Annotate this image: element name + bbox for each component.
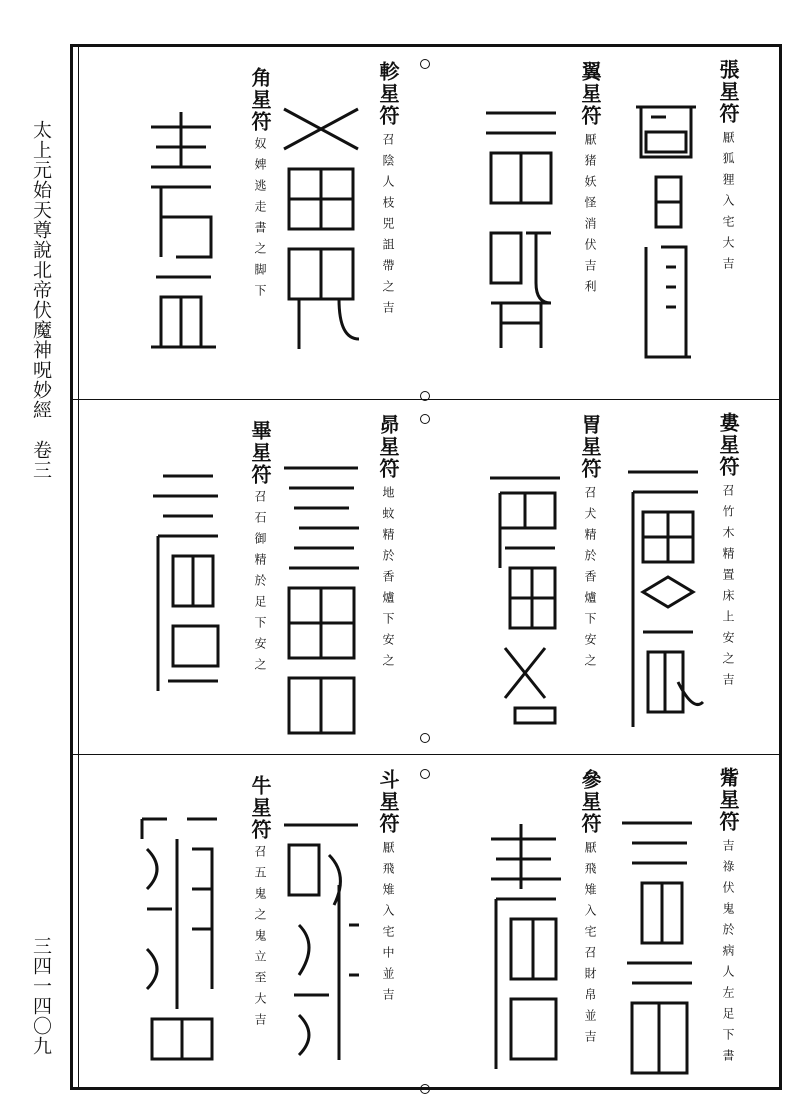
charm-description: 厭飛雉入宅中並吉 — [381, 841, 395, 1009]
page-number: 三四一四〇九 — [30, 936, 52, 1056]
charm-title: 畢星符 — [248, 420, 272, 486]
charm-title: 斗星符 — [376, 769, 400, 835]
charm-description: 召犬精於香爐下安之 — [583, 486, 597, 675]
talisman-glyph — [279, 99, 363, 363]
charm-description: 厭飛雉入宅召財帛並吉 — [583, 841, 597, 1051]
page-frame — [70, 44, 782, 1090]
binding-ring — [420, 59, 430, 69]
charm-title: 昴星符 — [376, 414, 400, 480]
talisman-glyph — [631, 97, 701, 381]
charm-title: 軫星符 — [376, 61, 400, 127]
charm-description: 奴婢逃走書之脚下 — [253, 137, 267, 305]
charm-description: 召五鬼之鬼立至大吉 — [253, 845, 267, 1034]
charm-description: 召竹木精置床上安之吉 — [721, 484, 735, 694]
book-title: 太上元始天尊說北帝伏魔神呪妙經 卷三 — [30, 120, 52, 480]
charm-pair-right — [439, 755, 779, 1088]
charm-description: 吉祿伏鬼於病人左足下書 — [721, 839, 735, 1070]
charm-pair-right — [439, 400, 779, 755]
charm-title: 觜星符 — [716, 767, 740, 833]
charm-title: 張星符 — [716, 59, 740, 125]
charm-description: 厭猪妖怪消伏吉利 — [583, 133, 597, 301]
panel-2 — [73, 399, 779, 755]
talisman-glyph — [137, 809, 221, 1073]
charm-pair-left — [81, 47, 421, 399]
talisman-glyph — [279, 815, 363, 1069]
talisman-glyph — [141, 107, 221, 361]
charm-pair-left — [81, 400, 421, 755]
charm-pair-right — [439, 47, 779, 399]
talisman-glyph — [481, 819, 565, 1083]
charm-title: 角星符 — [248, 67, 272, 133]
charm-description: 地蚊精於香爐下安之 — [381, 486, 395, 675]
talisman-glyph — [617, 813, 697, 1087]
binding-ring — [420, 733, 430, 743]
charm-description: 召石御精於足下安之 — [253, 490, 267, 679]
talisman-glyph — [623, 462, 703, 736]
panel-1 — [73, 47, 779, 399]
panel-3 — [73, 754, 779, 1088]
charm-title: 翼星符 — [578, 61, 602, 127]
binding-ring — [420, 1084, 430, 1094]
binding-ring — [420, 414, 430, 424]
charm-title: 牛星符 — [248, 775, 272, 841]
talisman-glyph — [485, 468, 565, 732]
charm-pair-left — [81, 755, 421, 1088]
charm-title: 參星符 — [578, 769, 602, 835]
charm-title: 胃星符 — [578, 414, 602, 480]
talisman-glyph — [279, 458, 363, 742]
binding-ring — [420, 769, 430, 779]
charm-title: 婁星符 — [716, 412, 740, 478]
talisman-glyph — [143, 466, 223, 700]
charm-description: 召陰人枝兕詛帶之吉 — [381, 133, 395, 322]
charm-description: 厭狐狸入宅大吉 — [721, 131, 735, 278]
talisman-glyph — [481, 103, 561, 357]
